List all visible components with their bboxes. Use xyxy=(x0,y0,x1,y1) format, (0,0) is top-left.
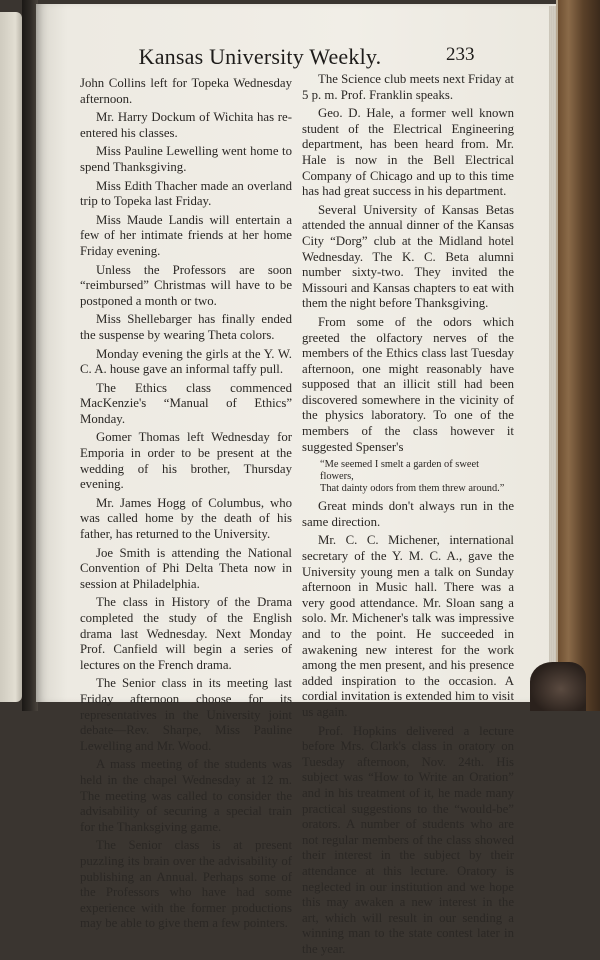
news-item: Mr. Harry Dockum of Wichita has re-entered his classes. xyxy=(80,110,292,140)
news-item: Monday evening the girls at the Y. W. C. A. house gave an informal taffy pull. xyxy=(80,346,292,377)
news-item: Miss Pauline Lewelling went home to spend Thanksgiving. xyxy=(80,144,292,174)
news-item: A mass meeting of the students was held in the chapel Wednesday at 12 m. The meeting was called to consider the advisability of securing a special train for the Thanksgiving game. xyxy=(80,757,292,834)
news-item: The Science club meets next Friday at 5 p. m. Prof. Franklin speaks. xyxy=(302,72,514,102)
right-column xyxy=(302,72,514,960)
news-item: Prof. Hopkins delivered a lecture before Mrs. Clark's class in oratory on Tuesday afternoon, Nov. 24th. His subject was “How to Write an Oration” and in his treatment of it, he made many practical suggestions to the “would-be” orators. A number of students who are not regular members of the class showed their interest in the subject by their attendance at this lecture. Oratory is neglected in our institution and we hope this may awaken a new interest in the art, which will result in our sending a winning man to the state contest later in the year. xyxy=(302,723,514,956)
news-item: Several University of Kansas Betas attended the annual dinner of the Kansas City “Dorg” club at the Midland hotel Wednesday. The K. C. Beta alumni number sixty-two. They invited the Missouri and Kansas chapters to eat with them the night before Thanksgiving. xyxy=(302,202,514,311)
reader-thumb xyxy=(530,662,586,711)
news-item: Mr. C. C. Michener, international secretary of the Y. M. C. A., gave the University young men a talk on Sunday afternoon in Music hall. There was a very good attendance. Mr. Sloan sang a solo. Mr. Michener's talk was impressive and to the point. He succeeded in awakening new interest for the work among the men present, and his presence added inspiration to the occasion. A cordial invitation is extended him to visit us again. xyxy=(302,533,514,719)
news-item: Gomer Thomas left Wednesday for Emporia in order to be present at the wedding of his brother, Thursday evening. xyxy=(80,430,292,492)
news-item: Great minds don't always run in the same direction. xyxy=(302,499,514,529)
quote-line: That dainty odors from them threw around.” xyxy=(320,483,505,495)
spenser-quote xyxy=(320,459,514,495)
news-item: Unless the Professors are soon “reimbursed” Christmas will have to be postponed a month or two. xyxy=(80,262,292,308)
journal-title: Kansas University Weekly. xyxy=(138,44,382,69)
quote-line: “Me seemed I smelt a garden of sweet flowers, xyxy=(320,459,479,483)
news-item: The Senior class is at present puzzling its brain over the advisability of publishing an Annual. Perhaps some of the Professors who have had some experience with the former productions may be able to give them a few pointers. xyxy=(80,838,292,931)
news-item: Miss Edith Thacher made an overland trip to Topeka last Friday. xyxy=(80,178,292,209)
news-item: The Ethics class commenced MacKenzie's “Manual of Ethics” Monday. xyxy=(80,380,292,426)
facing-page-edge xyxy=(0,12,22,702)
news-item: The class in History of the Drama completed the study of the English drama last Wednesday. Next Monday Prof. Canfield will begin a series of lectures on the French drama. xyxy=(80,595,292,672)
news-item: Geo. D. Hale, a former well known student of the Electrical Engineering department, has been heard from. Mr. Hale is now in the Bell Electrical Company of Chicago and up to this time has had great success in his department. xyxy=(302,106,514,199)
news-item: Miss Maude Landis will entertain a few of her intimate friends at her home Friday evening. xyxy=(80,212,292,258)
news-item: John Collins left for Topeka Wednesday afternoon. xyxy=(80,76,292,106)
news-item: The Senior class in its meeting last Friday afternoon choose for its representatives in the University joint debate—Rev. Sharpe, Miss Pauline Lewelling and Mr. Wood. xyxy=(80,676,292,753)
page-header xyxy=(130,38,520,68)
news-item: From some of the odors which greeted the olfactory nerves of the members of the Ethics class last Tuesday afternoon, one might reasonably have supposed that an illicit still had been discovered somewhere in the vicinity of the physics laboratory. To one of the members of the class however it suggested Spenser's xyxy=(302,314,514,454)
news-item: Miss Shellebarger has finally ended the suspense by wearing Theta colors. xyxy=(80,312,292,342)
news-item: Joe Smith is attending the National Convention of Phi Delta Theta now in session at Philadelphia. xyxy=(80,545,292,591)
left-column xyxy=(80,76,292,935)
book-cover xyxy=(558,0,600,711)
news-item: Mr. James Hogg of Columbus, who was called home by the death of his father, has returned to the University. xyxy=(80,495,292,542)
page-number: 233 xyxy=(446,44,475,65)
